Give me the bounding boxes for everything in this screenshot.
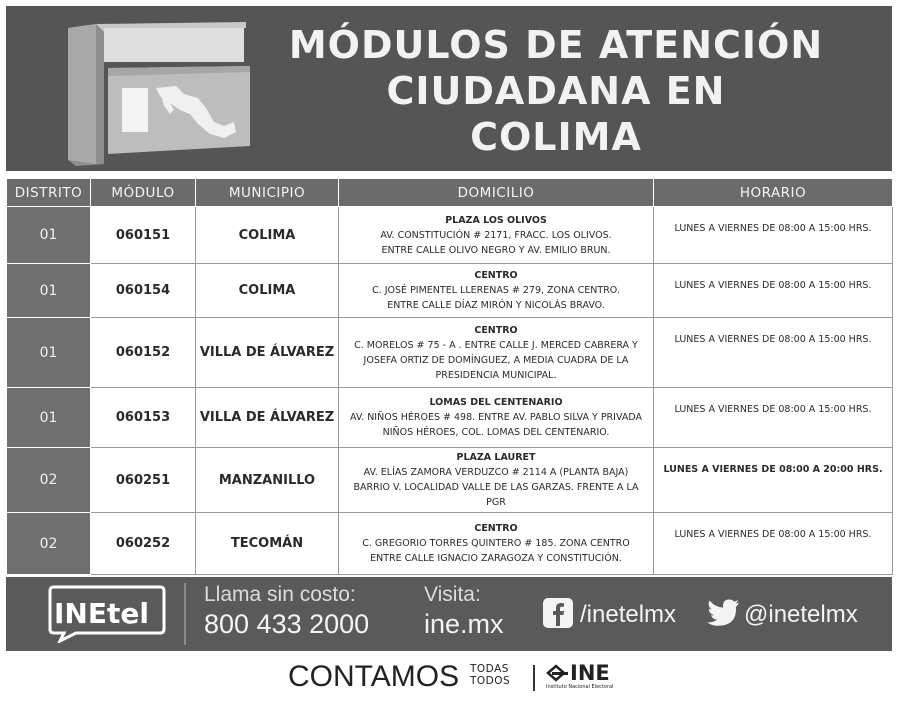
distrito-cell: 01 (7, 264, 91, 318)
call-label: Llama sin costo: (204, 583, 356, 606)
title-line-2: CIUDADANA EN (386, 69, 726, 113)
column-header-modulo: MÓDULO (91, 179, 196, 207)
domicilio-place: CENTRO (474, 523, 518, 534)
municipio-cell: COLIMA (196, 207, 339, 264)
municipio-cell: COLIMA (196, 264, 339, 318)
horario-cell: LUNES A VIERNES DE 08:00 A 15:00 HRS. (654, 513, 893, 575)
distrito-cell: 02 (7, 513, 91, 575)
column-header-municipio: MUNICIPIO (196, 179, 339, 207)
domicilio-line: ENTRE CALLE OLIVO NEGRO Y AV. EMILIO BRUN. (381, 244, 611, 256)
column-header-horario: HORARIO (654, 179, 893, 207)
table-row (7, 513, 893, 575)
website-link[interactable]: ine.mx (424, 609, 504, 639)
slogan-todos: TODOS (470, 675, 511, 687)
domicilio-line: C. JOSÉ PIMENTEL LLERENAS # 279, ZONA CENTRO. (372, 285, 620, 296)
twitter-handle[interactable]: @inetelmx (744, 601, 858, 628)
facebook-handle[interactable]: /inetelmx (580, 601, 677, 628)
modules-table (6, 178, 893, 575)
domicilio-place: PLAZA LAURET (456, 452, 536, 463)
modulo-cell: 060152 (91, 318, 196, 388)
domicilio-place: PLAZA LOS OLIVOS (445, 214, 547, 226)
table-header-row (7, 179, 893, 207)
slogan-main: CONTAMOS (288, 660, 460, 693)
municipio-cell: MANZANILLO (196, 448, 339, 513)
modulo-cell: 060252 (91, 513, 196, 575)
facebook-icon[interactable] (542, 597, 574, 629)
visit-label: Visita: (424, 583, 481, 606)
domicilio-line: PRESIDENCIA MUNICIPAL. (435, 369, 557, 381)
modules-table-container (6, 178, 892, 575)
ine-logo-text: INE (570, 661, 610, 685)
horario-cell: LUNES A VIERNES DE 08:00 A 15:00 HRS. (654, 318, 893, 388)
slogan-todas: TODAS (470, 663, 509, 675)
contact-footer (6, 577, 892, 651)
building-with-mexico-map-icon (64, 14, 254, 169)
domicilio-line: C. MORELOS # 75 - A . ENTRE CALLE J. MERCED CABRERA Y (354, 339, 638, 351)
domicilio-cell (339, 207, 654, 264)
horario-cell: LUNES A VIERNES DE 08:00 A 15:00 HRS. (654, 207, 893, 264)
domicilio-line: C. GREGORIO TORRES QUINTERO # 185. ZONA CENTRO (362, 538, 630, 549)
horario-cell: LUNES A VIERNES DE 08:00 A 20:00 HRS. (654, 448, 893, 513)
domicilio-line: BARRIO V. LOCALIDAD VALLE DE LAS GARZAS. FRENTE A LA PGR (353, 482, 639, 508)
modulo-cell: 060251 (91, 448, 196, 513)
domicilio-line: ENTRE CALLE DÍAZ MIRÓN Y NICOLÁS BRAVO. (387, 300, 605, 311)
domicilio-cell (339, 264, 654, 318)
distrito-cell: 01 (7, 388, 91, 448)
ine-logo-subtitle: Instituto Nacional Electoral (546, 684, 614, 690)
phone-number[interactable]: 800 433 2000 (204, 609, 370, 639)
domicilio-cell (339, 513, 654, 575)
footer-divider (184, 583, 186, 645)
horario-cell: LUNES A VIERNES DE 08:00 A 15:00 HRS. (654, 388, 893, 448)
municipio-cell: TECOMÁN (196, 513, 339, 575)
domicilio-cell (339, 388, 654, 448)
page-title (236, 22, 876, 160)
distrito-cell: 01 (7, 318, 91, 388)
domicilio-line: AV. ELÍAS ZAMORA VERDUZCO # 2114 A (PLANTA BAJA) (363, 467, 629, 478)
domicilio-line: NIÑOS HÉROES, COL. LOMAS DEL CENTENARIO. (382, 427, 610, 438)
municipio-cell: VILLA DE ÁLVAREZ (196, 318, 339, 388)
domicilio-place: CENTRO (474, 324, 518, 336)
title-line-1: MÓDULOS DE ATENCIÓN (288, 23, 824, 67)
table-row (7, 264, 893, 318)
inetel-logo: INEtel (54, 597, 149, 630)
title-line-3: COLIMA (470, 115, 642, 159)
column-header-distrito: DISTRITO (7, 179, 91, 207)
domicilio-cell (339, 318, 654, 388)
twitter-bird-icon[interactable] (706, 599, 740, 627)
modulo-cell: 060154 (91, 264, 196, 318)
horario-cell: LUNES A VIERNES DE 08:00 A 15:00 HRS. (654, 264, 893, 318)
table-row (7, 318, 893, 388)
header-banner (6, 6, 892, 171)
domicilio-line: JOSEFA ORTIZ DE DOMÍNGUEZ, A MEDIA CUADRA DE LA (363, 354, 629, 366)
table-row (7, 388, 893, 448)
domicilio-line: AV. NIÑOS HÉROES # 498. ENTRE AV. PABLO SILVA Y PRIVADA (350, 412, 642, 423)
table-row (7, 207, 893, 264)
domicilio-cell (339, 448, 654, 513)
ine-logo-icon (546, 664, 570, 682)
domicilio-line: ENTRE CALLE IGNACIO ZARAGOZA Y CONSTITUCIÓN. (370, 553, 622, 564)
column-header-domicilio: DOMICILIO (339, 179, 654, 207)
slogan (288, 660, 648, 696)
slogan-todas-todos (470, 663, 510, 687)
domicilio-place: LOMAS DEL CENTENARIO (429, 397, 563, 408)
municipio-cell: VILLA DE ÁLVAREZ (196, 388, 339, 448)
table-row (7, 448, 893, 513)
modulo-cell: 060153 (91, 388, 196, 448)
domicilio-line: AV. CONSTITUCIÓN # 2171, FRACC. LOS OLIVOS. (380, 229, 612, 241)
distrito-cell: 01 (7, 207, 91, 264)
modulo-cell: 060151 (91, 207, 196, 264)
slogan-separator (533, 665, 535, 691)
domicilio-place: CENTRO (474, 270, 518, 281)
distrito-cell: 02 (7, 448, 91, 513)
